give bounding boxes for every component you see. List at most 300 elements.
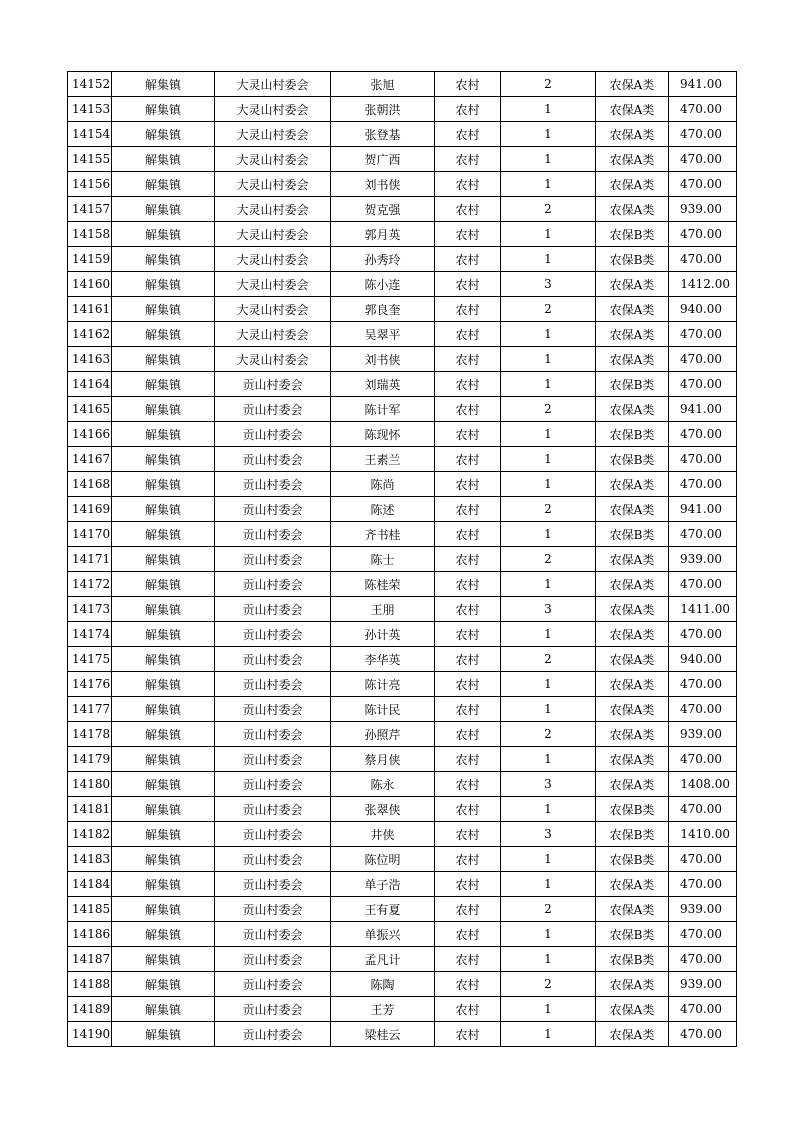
table-row xyxy=(68,847,737,872)
area-type-cell: 农村 xyxy=(435,372,501,397)
household-size-cell: 2 xyxy=(501,197,596,222)
village-committee-cell: 贡山村委会 xyxy=(215,997,331,1022)
name-cell: 贺克强 xyxy=(331,197,435,222)
amount-cell: 470.00 xyxy=(669,997,737,1022)
table-row xyxy=(68,747,737,772)
serial-number-cell: 14181 xyxy=(68,797,112,822)
insurance-category-cell: 农保A类 xyxy=(596,972,669,997)
serial-number-cell: 14189 xyxy=(68,997,112,1022)
town-cell: 解集镇 xyxy=(112,322,215,347)
town-cell: 解集镇 xyxy=(112,747,215,772)
household-size-cell: 2 xyxy=(501,547,596,572)
amount-cell: 470.00 xyxy=(669,247,737,272)
name-cell: 张朝洪 xyxy=(331,97,435,122)
village-committee-cell: 贡山村委会 xyxy=(215,497,331,522)
table-row xyxy=(68,472,737,497)
serial-number-cell: 14153 xyxy=(68,97,112,122)
serial-number-cell: 14180 xyxy=(68,772,112,797)
insurance-category-cell: 农保A类 xyxy=(596,547,669,572)
area-type-cell: 农村 xyxy=(435,747,501,772)
name-cell: 梁桂云 xyxy=(331,1022,435,1047)
village-committee-cell: 贡山村委会 xyxy=(215,847,331,872)
area-type-cell: 农村 xyxy=(435,422,501,447)
household-size-cell: 1 xyxy=(501,522,596,547)
village-committee-cell: 贡山村委会 xyxy=(215,472,331,497)
village-committee-cell: 大灵山村委会 xyxy=(215,297,331,322)
area-type-cell: 农村 xyxy=(435,72,501,97)
amount-cell: 940.00 xyxy=(669,647,737,672)
table-row xyxy=(68,597,737,622)
table-row xyxy=(68,197,737,222)
table-row xyxy=(68,147,737,172)
town-cell: 解集镇 xyxy=(112,222,215,247)
household-size-cell: 2 xyxy=(501,297,596,322)
town-cell: 解集镇 xyxy=(112,522,215,547)
insurance-category-cell: 农保A类 xyxy=(596,697,669,722)
town-cell: 解集镇 xyxy=(112,147,215,172)
town-cell: 解集镇 xyxy=(112,297,215,322)
serial-number-cell: 14162 xyxy=(68,322,112,347)
amount-cell: 941.00 xyxy=(669,497,737,522)
serial-number-cell: 14157 xyxy=(68,197,112,222)
village-committee-cell: 贡山村委会 xyxy=(215,372,331,397)
area-type-cell: 农村 xyxy=(435,347,501,372)
table-row xyxy=(68,997,737,1022)
name-cell: 陈现怀 xyxy=(331,422,435,447)
insurance-category-cell: 农保B类 xyxy=(596,247,669,272)
household-size-cell: 3 xyxy=(501,822,596,847)
household-size-cell: 1 xyxy=(501,947,596,972)
amount-cell: 470.00 xyxy=(669,347,737,372)
serial-number-cell: 14176 xyxy=(68,672,112,697)
village-committee-cell: 大灵山村委会 xyxy=(215,122,331,147)
town-cell: 解集镇 xyxy=(112,422,215,447)
serial-number-cell: 14182 xyxy=(68,822,112,847)
name-cell: 单子浩 xyxy=(331,872,435,897)
insurance-category-cell: 农保A类 xyxy=(596,347,669,372)
town-cell: 解集镇 xyxy=(112,822,215,847)
amount-cell: 470.00 xyxy=(669,1022,737,1047)
village-committee-cell: 贡山村委会 xyxy=(215,822,331,847)
area-type-cell: 农村 xyxy=(435,172,501,197)
area-type-cell: 农村 xyxy=(435,447,501,472)
area-type-cell: 农村 xyxy=(435,397,501,422)
amount-cell: 470.00 xyxy=(669,847,737,872)
town-cell: 解集镇 xyxy=(112,172,215,197)
table-row xyxy=(68,547,737,572)
serial-number-cell: 14188 xyxy=(68,972,112,997)
village-committee-cell: 大灵山村委会 xyxy=(215,197,331,222)
village-committee-cell: 贡山村委会 xyxy=(215,897,331,922)
area-type-cell: 农村 xyxy=(435,922,501,947)
amount-cell: 1410.00 xyxy=(669,822,737,847)
table-row xyxy=(68,72,737,97)
serial-number-cell: 14175 xyxy=(68,647,112,672)
insurance-category-cell: 农保A类 xyxy=(596,597,669,622)
area-type-cell: 农村 xyxy=(435,897,501,922)
town-cell: 解集镇 xyxy=(112,772,215,797)
name-cell: 孟凡计 xyxy=(331,947,435,972)
insurance-category-cell: 农保A类 xyxy=(596,272,669,297)
town-cell: 解集镇 xyxy=(112,572,215,597)
name-cell: 李华英 xyxy=(331,647,435,672)
town-cell: 解集镇 xyxy=(112,847,215,872)
serial-number-cell: 14163 xyxy=(68,347,112,372)
table-row xyxy=(68,272,737,297)
household-size-cell: 3 xyxy=(501,272,596,297)
name-cell: 陈计军 xyxy=(331,397,435,422)
household-size-cell: 1 xyxy=(501,97,596,122)
insurance-category-cell: 农保A类 xyxy=(596,622,669,647)
amount-cell: 470.00 xyxy=(669,922,737,947)
name-cell: 陈小连 xyxy=(331,272,435,297)
town-cell: 解集镇 xyxy=(112,497,215,522)
area-type-cell: 农村 xyxy=(435,797,501,822)
table-row xyxy=(68,697,737,722)
name-cell: 张翠侠 xyxy=(331,797,435,822)
household-size-cell: 1 xyxy=(501,322,596,347)
household-size-cell: 3 xyxy=(501,772,596,797)
name-cell: 陈永 xyxy=(331,772,435,797)
town-cell: 解集镇 xyxy=(112,897,215,922)
amount-cell: 470.00 xyxy=(669,572,737,597)
town-cell: 解集镇 xyxy=(112,997,215,1022)
household-size-cell: 1 xyxy=(501,922,596,947)
village-committee-cell: 贡山村委会 xyxy=(215,747,331,772)
town-cell: 解集镇 xyxy=(112,622,215,647)
area-type-cell: 农村 xyxy=(435,522,501,547)
serial-number-cell: 14169 xyxy=(68,497,112,522)
table-row xyxy=(68,797,737,822)
insurance-category-cell: 农保B类 xyxy=(596,947,669,972)
name-cell: 刘瑞英 xyxy=(331,372,435,397)
name-cell: 陈位明 xyxy=(331,847,435,872)
area-type-cell: 农村 xyxy=(435,722,501,747)
area-type-cell: 农村 xyxy=(435,197,501,222)
village-committee-cell: 贡山村委会 xyxy=(215,597,331,622)
area-type-cell: 农村 xyxy=(435,647,501,672)
amount-cell: 939.00 xyxy=(669,972,737,997)
amount-cell: 940.00 xyxy=(669,297,737,322)
table-row xyxy=(68,447,737,472)
area-type-cell: 农村 xyxy=(435,872,501,897)
amount-cell: 470.00 xyxy=(669,797,737,822)
insurance-category-cell: 农保B类 xyxy=(596,372,669,397)
amount-cell: 470.00 xyxy=(669,172,737,197)
name-cell: 齐书桂 xyxy=(331,522,435,547)
town-cell: 解集镇 xyxy=(112,1022,215,1047)
serial-number-cell: 14172 xyxy=(68,572,112,597)
insurance-category-cell: 农保A类 xyxy=(596,397,669,422)
area-type-cell: 农村 xyxy=(435,222,501,247)
town-cell: 解集镇 xyxy=(112,722,215,747)
serial-number-cell: 14166 xyxy=(68,422,112,447)
name-cell: 贺广西 xyxy=(331,147,435,172)
name-cell: 陈计亮 xyxy=(331,672,435,697)
insurance-category-cell: 农保A类 xyxy=(596,197,669,222)
amount-cell: 1408.00 xyxy=(669,772,737,797)
serial-number-cell: 14183 xyxy=(68,847,112,872)
household-size-cell: 2 xyxy=(501,397,596,422)
insurance-category-cell: 农保A类 xyxy=(596,772,669,797)
village-committee-cell: 贡山村委会 xyxy=(215,797,331,822)
area-type-cell: 农村 xyxy=(435,322,501,347)
serial-number-cell: 14159 xyxy=(68,247,112,272)
serial-number-cell: 14164 xyxy=(68,372,112,397)
name-cell: 郭良奎 xyxy=(331,297,435,322)
town-cell: 解集镇 xyxy=(112,397,215,422)
town-cell: 解集镇 xyxy=(112,97,215,122)
household-size-cell: 1 xyxy=(501,347,596,372)
area-type-cell: 农村 xyxy=(435,947,501,972)
area-type-cell: 农村 xyxy=(435,672,501,697)
town-cell: 解集镇 xyxy=(112,972,215,997)
insurance-category-cell: 农保B类 xyxy=(596,522,669,547)
table-row xyxy=(68,347,737,372)
insurance-category-cell: 农保A类 xyxy=(596,297,669,322)
table-row xyxy=(68,522,737,547)
household-size-cell: 1 xyxy=(501,372,596,397)
household-size-cell: 2 xyxy=(501,72,596,97)
village-committee-cell: 贡山村委会 xyxy=(215,697,331,722)
household-size-cell: 3 xyxy=(501,597,596,622)
serial-number-cell: 14184 xyxy=(68,872,112,897)
table-row xyxy=(68,172,737,197)
insurance-category-cell: 农保A类 xyxy=(596,97,669,122)
table-row xyxy=(68,722,737,747)
table-row xyxy=(68,872,737,897)
table-row xyxy=(68,247,737,272)
table-row xyxy=(68,422,737,447)
amount-cell: 470.00 xyxy=(669,472,737,497)
insurance-category-cell: 农保A类 xyxy=(596,722,669,747)
household-size-cell: 1 xyxy=(501,797,596,822)
table-row xyxy=(68,672,737,697)
insurance-category-cell: 农保A类 xyxy=(596,472,669,497)
name-cell: 刘书侠 xyxy=(331,347,435,372)
area-type-cell: 农村 xyxy=(435,97,501,122)
household-size-cell: 1 xyxy=(501,472,596,497)
household-size-cell: 1 xyxy=(501,447,596,472)
household-size-cell: 1 xyxy=(501,147,596,172)
name-cell: 陈陶 xyxy=(331,972,435,997)
area-type-cell: 农村 xyxy=(435,972,501,997)
table-row xyxy=(68,297,737,322)
amount-cell: 470.00 xyxy=(669,622,737,647)
table-row xyxy=(68,897,737,922)
serial-number-cell: 14186 xyxy=(68,922,112,947)
amount-cell: 470.00 xyxy=(669,947,737,972)
area-type-cell: 农村 xyxy=(435,597,501,622)
amount-cell: 470.00 xyxy=(669,222,737,247)
insurance-category-cell: 农保B类 xyxy=(596,422,669,447)
name-cell: 王有夏 xyxy=(331,897,435,922)
serial-number-cell: 14179 xyxy=(68,747,112,772)
table-row xyxy=(68,822,737,847)
serial-number-cell: 14177 xyxy=(68,697,112,722)
town-cell: 解集镇 xyxy=(112,597,215,622)
amount-cell: 1412.00 xyxy=(669,272,737,297)
name-cell: 吴翠平 xyxy=(331,322,435,347)
town-cell: 解集镇 xyxy=(112,697,215,722)
amount-cell: 470.00 xyxy=(669,122,737,147)
village-committee-cell: 大灵山村委会 xyxy=(215,347,331,372)
area-type-cell: 农村 xyxy=(435,497,501,522)
table-row xyxy=(68,622,737,647)
village-committee-cell: 贡山村委会 xyxy=(215,647,331,672)
amount-cell: 941.00 xyxy=(669,397,737,422)
area-type-cell: 农村 xyxy=(435,272,501,297)
name-cell: 张旭 xyxy=(331,72,435,97)
household-size-cell: 1 xyxy=(501,747,596,772)
village-committee-cell: 贡山村委会 xyxy=(215,672,331,697)
table-row xyxy=(68,647,737,672)
household-size-cell: 1 xyxy=(501,622,596,647)
serial-number-cell: 14190 xyxy=(68,1022,112,1047)
village-committee-cell: 贡山村委会 xyxy=(215,397,331,422)
insurance-category-cell: 农保A类 xyxy=(596,572,669,597)
amount-cell: 470.00 xyxy=(669,447,737,472)
name-cell: 陈计民 xyxy=(331,697,435,722)
insurance-category-cell: 农保A类 xyxy=(596,322,669,347)
village-committee-cell: 贡山村委会 xyxy=(215,522,331,547)
household-size-cell: 1 xyxy=(501,697,596,722)
name-cell: 孙照芹 xyxy=(331,722,435,747)
area-type-cell: 农村 xyxy=(435,472,501,497)
insurance-category-cell: 农保B类 xyxy=(596,822,669,847)
amount-cell: 939.00 xyxy=(669,197,737,222)
area-type-cell: 农村 xyxy=(435,572,501,597)
amount-cell: 470.00 xyxy=(669,422,737,447)
name-cell: 陈桂荣 xyxy=(331,572,435,597)
area-type-cell: 农村 xyxy=(435,147,501,172)
village-committee-cell: 贡山村委会 xyxy=(215,572,331,597)
table-row xyxy=(68,1022,737,1047)
serial-number-cell: 14170 xyxy=(68,522,112,547)
insurance-category-cell: 农保A类 xyxy=(596,997,669,1022)
village-committee-cell: 大灵山村委会 xyxy=(215,322,331,347)
name-cell: 郭月英 xyxy=(331,222,435,247)
household-size-cell: 1 xyxy=(501,872,596,897)
table-row xyxy=(68,497,737,522)
name-cell: 刘书侠 xyxy=(331,172,435,197)
insurance-category-cell: 农保A类 xyxy=(596,122,669,147)
area-type-cell: 农村 xyxy=(435,122,501,147)
amount-cell: 470.00 xyxy=(669,672,737,697)
serial-number-cell: 14158 xyxy=(68,222,112,247)
insurance-category-cell: 农保A类 xyxy=(596,147,669,172)
relief-roster-table xyxy=(67,71,737,1047)
town-cell: 解集镇 xyxy=(112,197,215,222)
town-cell: 解集镇 xyxy=(112,247,215,272)
town-cell: 解集镇 xyxy=(112,672,215,697)
household-size-cell: 2 xyxy=(501,647,596,672)
area-type-cell: 农村 xyxy=(435,772,501,797)
amount-cell: 939.00 xyxy=(669,547,737,572)
serial-number-cell: 14160 xyxy=(68,272,112,297)
town-cell: 解集镇 xyxy=(112,872,215,897)
serial-number-cell: 14165 xyxy=(68,397,112,422)
area-type-cell: 农村 xyxy=(435,822,501,847)
town-cell: 解集镇 xyxy=(112,122,215,147)
insurance-category-cell: 农保A类 xyxy=(596,1022,669,1047)
amount-cell: 470.00 xyxy=(669,322,737,347)
insurance-category-cell: 农保B类 xyxy=(596,222,669,247)
serial-number-cell: 14174 xyxy=(68,622,112,647)
town-cell: 解集镇 xyxy=(112,447,215,472)
household-size-cell: 1 xyxy=(501,172,596,197)
name-cell: 张登基 xyxy=(331,122,435,147)
name-cell: 陈士 xyxy=(331,547,435,572)
household-size-cell: 1 xyxy=(501,122,596,147)
area-type-cell: 农村 xyxy=(435,847,501,872)
insurance-category-cell: 农保A类 xyxy=(596,747,669,772)
household-size-cell: 2 xyxy=(501,972,596,997)
area-type-cell: 农村 xyxy=(435,697,501,722)
household-size-cell: 1 xyxy=(501,247,596,272)
name-cell: 王芳 xyxy=(331,997,435,1022)
amount-cell: 470.00 xyxy=(669,747,737,772)
village-committee-cell: 贡山村委会 xyxy=(215,547,331,572)
town-cell: 解集镇 xyxy=(112,647,215,672)
amount-cell: 470.00 xyxy=(669,522,737,547)
area-type-cell: 农村 xyxy=(435,547,501,572)
village-committee-cell: 贡山村委会 xyxy=(215,622,331,647)
serial-number-cell: 14167 xyxy=(68,447,112,472)
serial-number-cell: 14185 xyxy=(68,897,112,922)
insurance-category-cell: 农保A类 xyxy=(596,897,669,922)
insurance-category-cell: 农保A类 xyxy=(596,172,669,197)
village-committee-cell: 贡山村委会 xyxy=(215,972,331,997)
table-row xyxy=(68,572,737,597)
serial-number-cell: 14173 xyxy=(68,597,112,622)
serial-number-cell: 14152 xyxy=(68,72,112,97)
household-size-cell: 1 xyxy=(501,1022,596,1047)
insurance-category-cell: 农保B类 xyxy=(596,847,669,872)
village-committee-cell: 贡山村委会 xyxy=(215,1022,331,1047)
village-committee-cell: 贡山村委会 xyxy=(215,422,331,447)
amount-cell: 470.00 xyxy=(669,697,737,722)
name-cell: 陈述 xyxy=(331,497,435,522)
village-committee-cell: 大灵山村委会 xyxy=(215,247,331,272)
amount-cell: 939.00 xyxy=(669,897,737,922)
town-cell: 解集镇 xyxy=(112,272,215,297)
village-committee-cell: 贡山村委会 xyxy=(215,772,331,797)
name-cell: 单振兴 xyxy=(331,922,435,947)
amount-cell: 470.00 xyxy=(669,97,737,122)
serial-number-cell: 14178 xyxy=(68,722,112,747)
table-row xyxy=(68,922,737,947)
serial-number-cell: 14156 xyxy=(68,172,112,197)
village-committee-cell: 大灵山村委会 xyxy=(215,72,331,97)
table-row xyxy=(68,97,737,122)
amount-cell: 470.00 xyxy=(669,872,737,897)
insurance-category-cell: 农保B类 xyxy=(596,797,669,822)
household-size-cell: 1 xyxy=(501,672,596,697)
serial-number-cell: 14161 xyxy=(68,297,112,322)
amount-cell: 470.00 xyxy=(669,372,737,397)
serial-number-cell: 14168 xyxy=(68,472,112,497)
name-cell: 孙计英 xyxy=(331,622,435,647)
town-cell: 解集镇 xyxy=(112,547,215,572)
name-cell: 井侠 xyxy=(331,822,435,847)
insurance-category-cell: 农保B类 xyxy=(596,447,669,472)
name-cell: 王朋 xyxy=(331,597,435,622)
serial-number-cell: 14187 xyxy=(68,947,112,972)
village-committee-cell: 贡山村委会 xyxy=(215,922,331,947)
table-row xyxy=(68,947,737,972)
village-committee-cell: 贡山村委会 xyxy=(215,722,331,747)
